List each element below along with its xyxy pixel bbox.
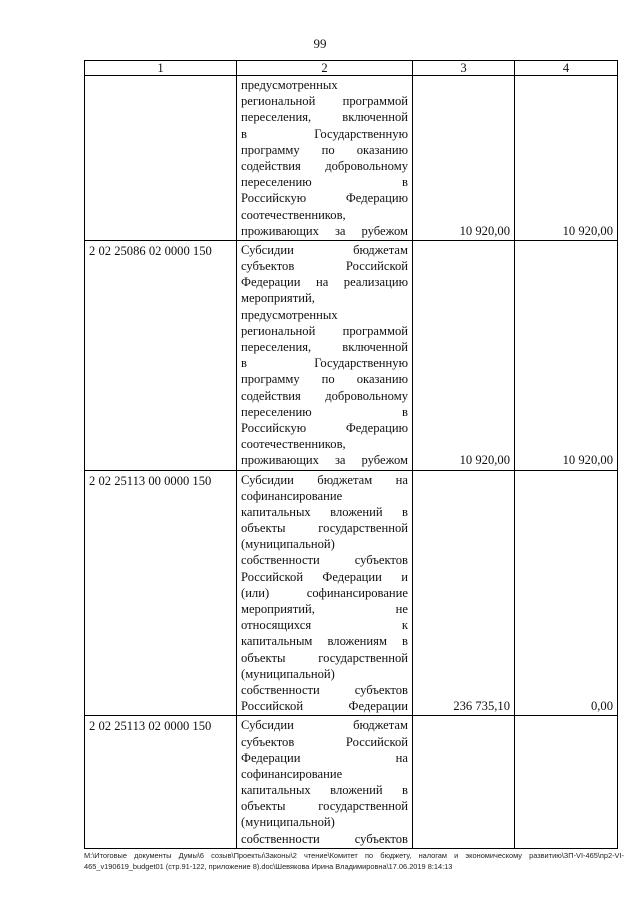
- income-name-line: Федерации на реализацию: [241, 275, 408, 290]
- income-name-line: содействия добровольному: [241, 158, 408, 173]
- income-name-line: предусмотренных: [241, 307, 338, 322]
- income-name-line: капитальных вложений в: [241, 783, 408, 798]
- income-name-line: Федерации на: [241, 750, 408, 765]
- income-name-line: софинансирование: [241, 488, 343, 503]
- amount-col3-cell: 10 920,00: [413, 76, 515, 241]
- income-name-line: переселения, включенной: [241, 340, 408, 354]
- income-name-line: в Государственную: [241, 126, 408, 141]
- income-name-line: Российскую Федерацию: [241, 420, 408, 435]
- budget-code-cell: 2 02 25086 02 0000 150: [85, 240, 237, 470]
- income-name-line: (или) софинансирование: [241, 585, 408, 600]
- income-name-line: (муниципальной): [241, 815, 335, 830]
- income-name-line: соотечественников,: [241, 207, 346, 222]
- income-name-line: собственности субъектов: [241, 553, 408, 568]
- table-row: [85, 716, 618, 849]
- table-row: [85, 470, 618, 716]
- income-name-line: субъектов Российской: [241, 259, 408, 274]
- income-name-line: собственности субъектов: [241, 682, 408, 697]
- income-name-line: Субсидии бюджетам: [241, 718, 408, 733]
- income-name-line: программу по оказанию: [241, 372, 408, 387]
- budget-table: [84, 60, 618, 849]
- income-name-line: региональной программой: [241, 94, 408, 109]
- budget-code-cell: 2 02 25113 02 0000 150: [85, 716, 237, 849]
- income-name-line: Российской Федерации и: [241, 569, 408, 584]
- income-name-line: объекты государственной: [241, 799, 408, 814]
- column-header-2: 2: [237, 61, 413, 76]
- table-body: [85, 76, 618, 849]
- income-name-line: проживающих за рубежом: [241, 453, 408, 468]
- column-header-3: 3: [413, 61, 515, 76]
- income-name-line: переселения, включенной: [241, 110, 408, 125]
- income-name-line: содействия добровольному: [241, 388, 408, 403]
- income-name-line: Российскую Федерацию: [241, 191, 408, 206]
- column-header-4: 4: [515, 61, 618, 76]
- page-number: 99: [313, 36, 327, 51]
- income-name-line: в Государственную: [241, 356, 408, 371]
- income-name-line: капитальных вложений в: [241, 504, 408, 519]
- income-name-line: субъектов Российской: [241, 734, 408, 749]
- income-name-line: (муниципальной): [241, 537, 335, 552]
- income-name-line: собственности субъектов: [241, 831, 408, 846]
- income-name-line: объекты государственной: [241, 521, 408, 536]
- income-name-line: региональной программой: [241, 323, 408, 338]
- income-name-cell: [237, 716, 413, 849]
- income-name-line: Субсидии бюджетам на: [241, 472, 408, 487]
- income-name-line: переселению в: [241, 404, 408, 419]
- table-row: [85, 240, 618, 470]
- budget-code-cell: 2 02 25113 00 0000 150: [85, 470, 237, 716]
- table-row: [85, 76, 618, 241]
- income-name-cell: [237, 470, 413, 716]
- amount-col4-cell: 10 920,00: [515, 76, 618, 241]
- income-name-line: программу по оказанию: [241, 142, 408, 157]
- amount-col4-cell: 0,00: [515, 470, 618, 716]
- income-name-line: проживающих за рубежом: [241, 223, 408, 238]
- income-name-line: мероприятий,: [241, 291, 315, 306]
- income-name-line: (муниципальной): [241, 666, 335, 681]
- income-name-line: мероприятий, не: [241, 602, 408, 616]
- amount-col3-cell: 236 735,10: [413, 470, 515, 716]
- amount-col4-cell: 10 920,00: [515, 240, 618, 470]
- document-path-footer: M:\Итоговые документы Думы\6 созыв\Проекты\Законы\2 чтение\Комитет по бюджету, налогам и экономическому развитию\ЗП-VI-465\пр2-VI-465_v190619_budget01 (стр.91-122, приложение 8).doc\Шевякова Ирина Владимировна\17.06.2019 8:14:13: [84, 851, 624, 871]
- table-header-row: [85, 61, 618, 76]
- income-name-line: относящихся к: [241, 618, 408, 633]
- income-name-line: капитальным вложениям в: [241, 634, 408, 649]
- amount-col3-cell: [413, 716, 515, 849]
- income-name-line: переселению в: [241, 175, 408, 190]
- income-name-line: соотечественников,: [241, 437, 346, 452]
- income-name-cell: [237, 240, 413, 470]
- column-header-1: 1: [85, 61, 237, 76]
- income-name-line: Российской Федерации: [241, 699, 408, 714]
- income-name-line: объекты государственной: [241, 650, 408, 665]
- income-name-line: Субсидии бюджетам: [241, 242, 408, 257]
- income-name-line: предусмотренных: [241, 78, 338, 92]
- amount-col3-cell: 10 920,00: [413, 240, 515, 470]
- income-name-line: софинансирование: [241, 766, 343, 781]
- amount-col4-cell: [515, 716, 618, 849]
- income-name-cell: [237, 76, 413, 241]
- budget-code-cell: [85, 76, 237, 241]
